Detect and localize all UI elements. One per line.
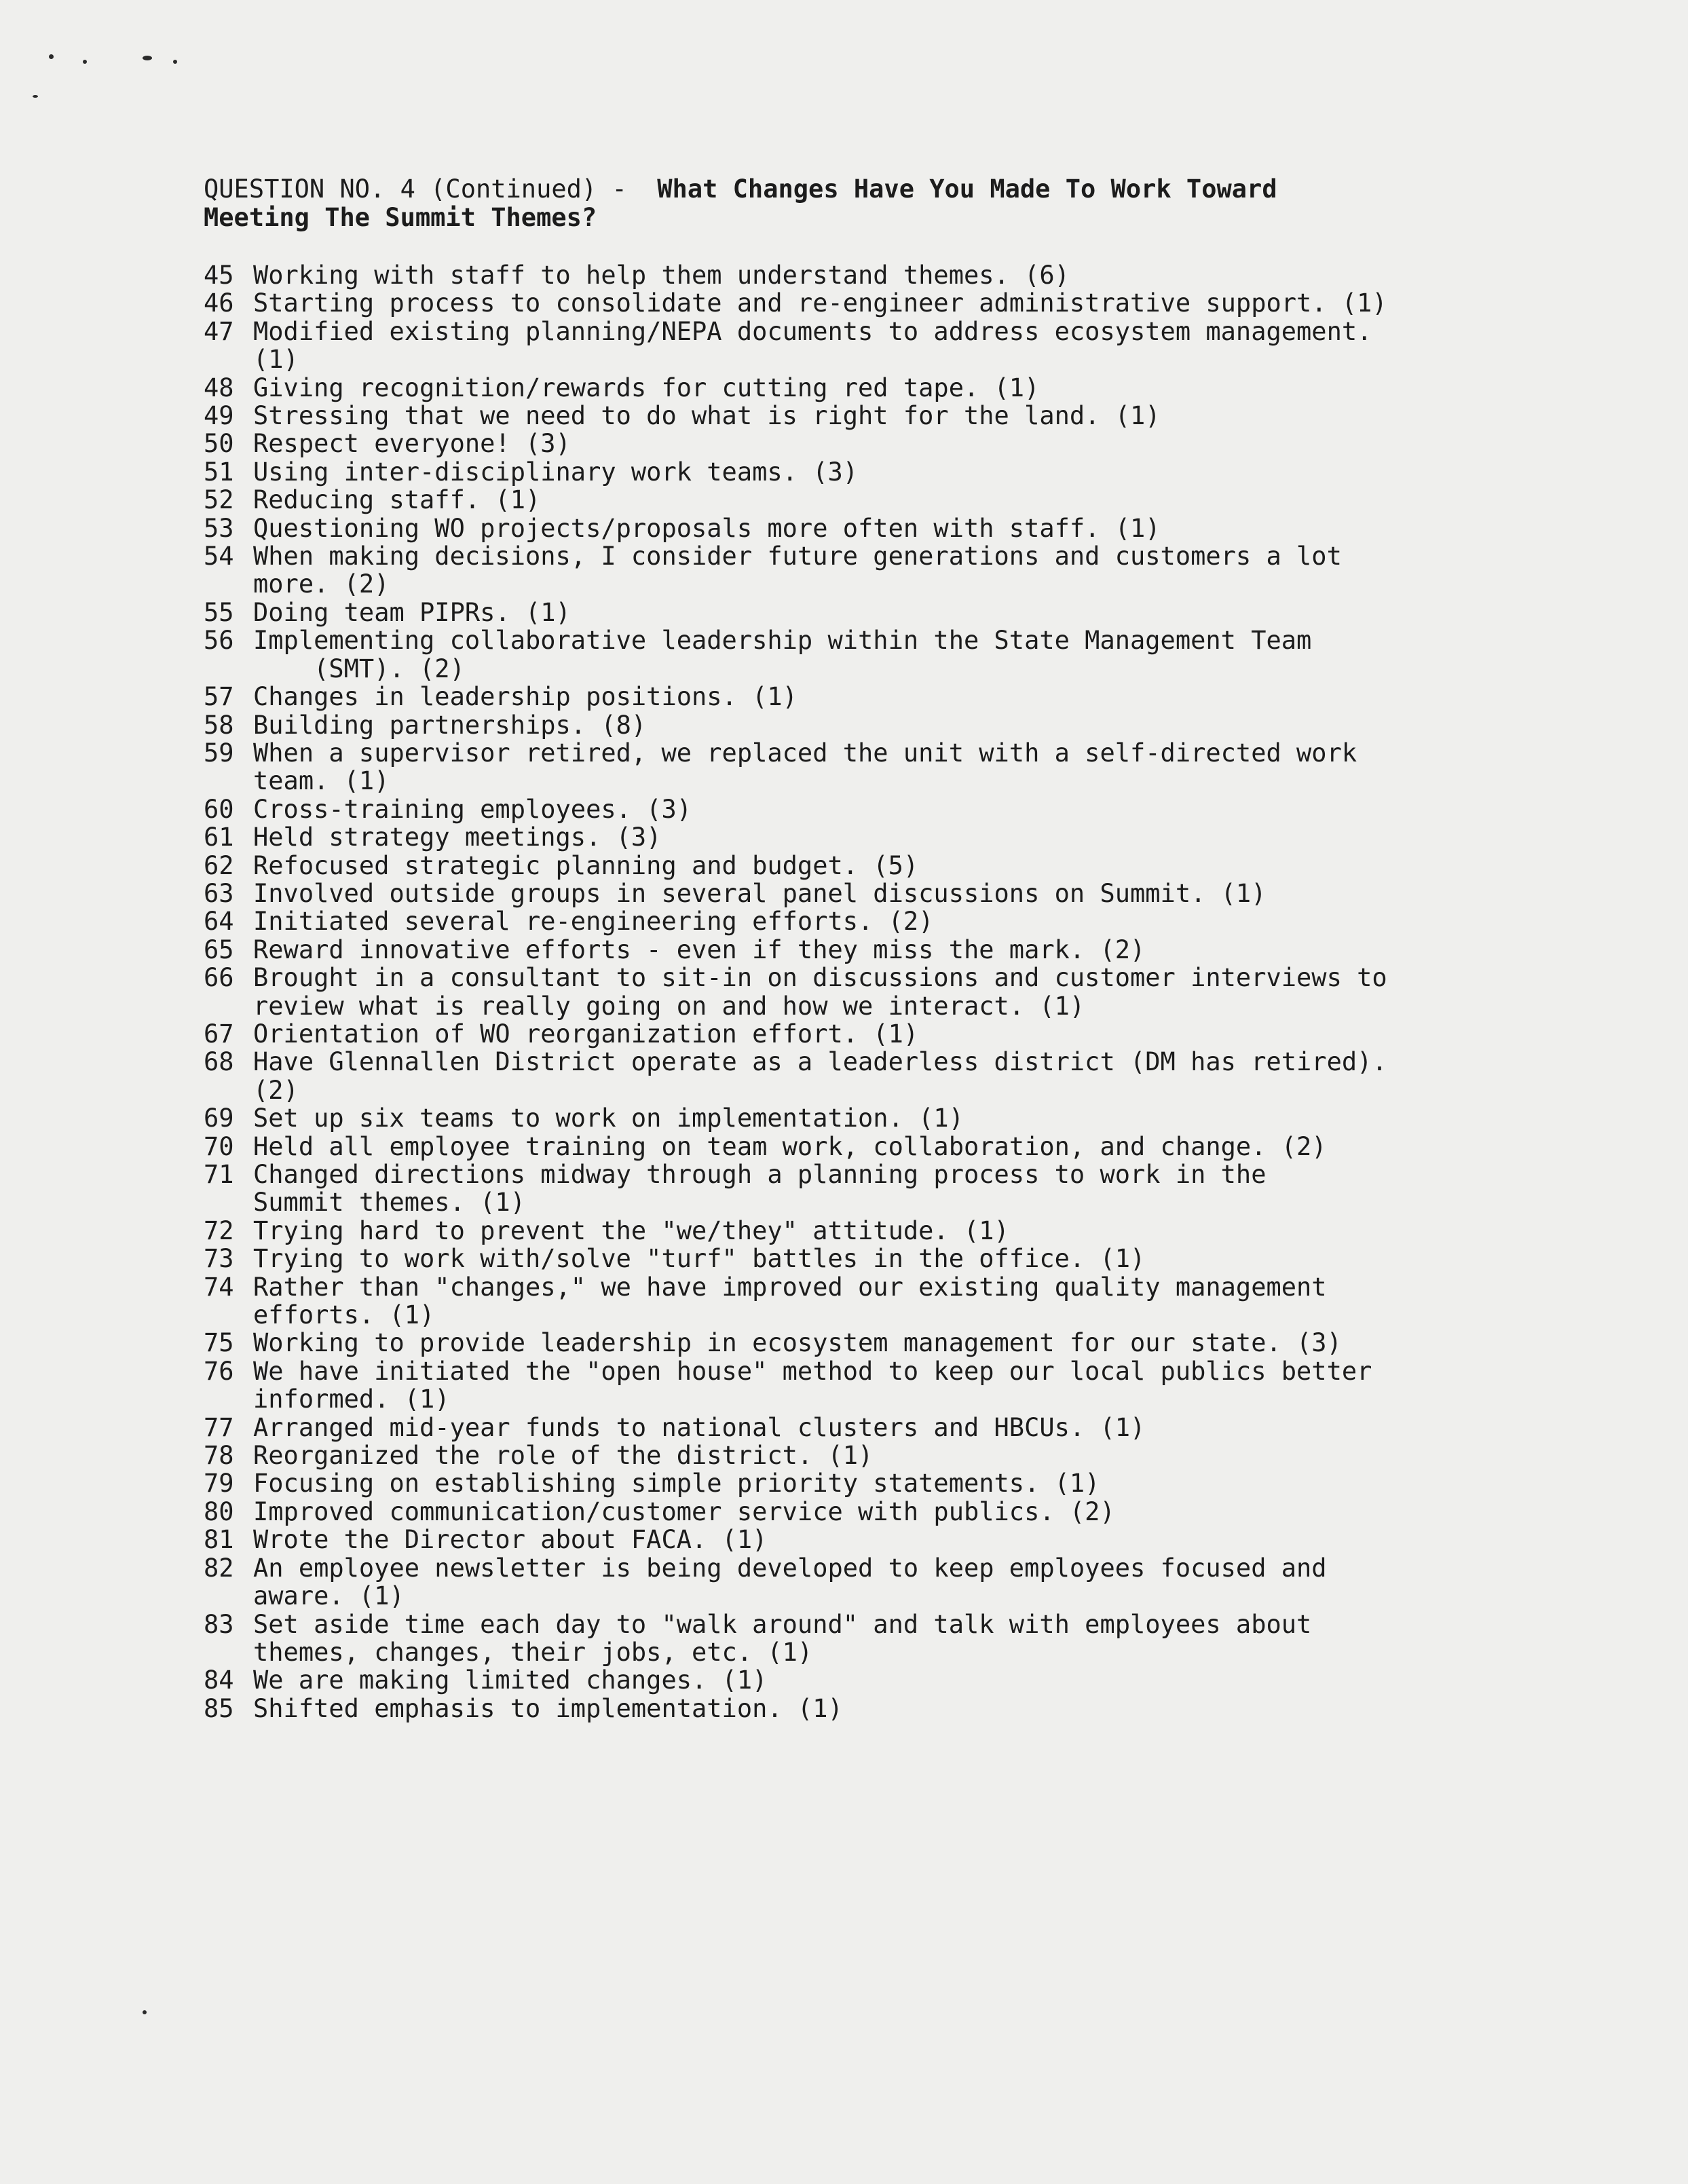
list-item-continuation xyxy=(204,655,1561,683)
list-item xyxy=(204,1104,1561,1132)
item-number xyxy=(204,1582,253,1610)
item-text: Shifted emphasis to implementation. (1) xyxy=(253,1693,843,1723)
page-heading xyxy=(204,175,1561,232)
item-number: 60 xyxy=(204,794,234,824)
item-text: Trying to work with/solve "turf" battles in the office. (1) xyxy=(253,1244,1146,1274)
item-text: Cross-training employees. (3) xyxy=(253,794,692,824)
item-text: Set up six teams to work on implementation. (1) xyxy=(253,1104,964,1133)
list-item xyxy=(204,1245,1561,1273)
item-number: 52 xyxy=(204,485,234,515)
list-item xyxy=(204,1442,1561,1469)
item-number: 58 xyxy=(204,710,234,740)
scan-speck xyxy=(83,60,87,64)
item-text: Initiated several re-engineering efforts. (2) xyxy=(253,907,934,937)
list-item xyxy=(204,1469,1561,1497)
item-number: 45 xyxy=(204,261,234,290)
list-item-continuation xyxy=(204,1582,1561,1610)
item-number: 67 xyxy=(204,1019,234,1049)
item-text: Questioning WO projects/proposals more often with staff. (1) xyxy=(253,513,1161,543)
list-item xyxy=(204,1161,1561,1188)
item-number: 48 xyxy=(204,373,234,402)
list-item xyxy=(204,1414,1561,1442)
item-text: more. (2) xyxy=(253,569,390,599)
list-item xyxy=(204,964,1561,992)
item-number xyxy=(204,1385,253,1413)
list-item-continuation xyxy=(204,992,1561,1020)
item-text: Orientation of WO reorganization effort. (1) xyxy=(253,1019,919,1049)
item-text: Reducing staff. (1) xyxy=(253,485,541,515)
item-text: Wrote the Director about FACA. (1) xyxy=(253,1525,768,1555)
item-text: Held all employee training on team work, collaboration, and change. (2) xyxy=(253,1131,1327,1161)
item-text: Doing team PIPRs. (1) xyxy=(253,597,571,627)
scan-speck xyxy=(173,60,177,64)
list-item xyxy=(204,683,1561,711)
scan-speck xyxy=(49,54,54,59)
item-number: 66 xyxy=(204,963,234,993)
item-text: Rather than "changes," we have improved our existing quality management xyxy=(253,1272,1327,1302)
list-item-continuation xyxy=(204,570,1561,598)
list-item-continuation xyxy=(204,1301,1561,1329)
scan-speck xyxy=(143,56,152,60)
item-text: Involved outside groups in several panel discussions on Summit. (1) xyxy=(253,878,1267,908)
list-item xyxy=(204,739,1561,767)
item-number xyxy=(204,570,253,598)
list-item-continuation xyxy=(204,1188,1561,1216)
item-number xyxy=(204,655,253,683)
item-text: We have initiated the "open house" method to keep our local publics better xyxy=(253,1356,1372,1386)
item-text: Brought in a consultant to sit-in on discussions and customer interviews to xyxy=(253,963,1387,993)
list-item-continuation xyxy=(204,1638,1561,1666)
item-number: 74 xyxy=(204,1272,234,1302)
item-text: Changed directions midway through a planning process to work in the xyxy=(253,1160,1267,1189)
item-text: Starting process to consolidate and re-engineer administrative support. (1) xyxy=(253,288,1387,318)
item-number: 57 xyxy=(204,682,234,712)
list-item xyxy=(204,261,1561,289)
list-item xyxy=(204,1611,1561,1638)
list-item xyxy=(204,711,1561,739)
item-text: Implementing collaborative leadership within the State Management Team xyxy=(253,626,1312,656)
item-text: Giving recognition/rewards for cutting red tape. (1) xyxy=(253,373,1040,402)
list-item xyxy=(204,1273,1561,1301)
item-text: Have Glennallen District operate as a leaderless district (DM has retired). xyxy=(253,1047,1387,1077)
item-number: 64 xyxy=(204,907,234,937)
item-text: When a supervisor retired, we replaced the unit with a self-directed work xyxy=(253,738,1357,768)
item-text: Refocused strategic planning and budget. (5) xyxy=(253,850,919,880)
list-item xyxy=(204,599,1561,626)
item-text: Modified existing planning/NEPA documents to address ecosystem management. xyxy=(253,316,1372,346)
item-text: Working with staff to help them understand themes. (6) xyxy=(253,261,1070,290)
list-item xyxy=(204,626,1561,654)
item-number: 82 xyxy=(204,1553,234,1583)
item-number: 62 xyxy=(204,850,234,880)
list-item xyxy=(204,430,1561,457)
list-item xyxy=(204,1498,1561,1526)
list-item xyxy=(204,1217,1561,1245)
item-number xyxy=(204,1638,253,1666)
item-number: 73 xyxy=(204,1244,234,1274)
item-text: Reorganized the role of the district. (1) xyxy=(253,1441,874,1471)
item-number: 53 xyxy=(204,513,234,543)
list-item xyxy=(204,907,1561,935)
list-item xyxy=(204,1666,1561,1694)
item-text: Stressing that we need to do what is right for the land. (1) xyxy=(253,401,1161,431)
item-text: An employee newsletter is being developed to keep employees focused and xyxy=(253,1553,1327,1583)
item-text: Changes in leadership positions. (1) xyxy=(253,682,798,712)
item-number: 69 xyxy=(204,1104,234,1133)
item-text: Reward innovative efforts - even if they miss the mark. (2) xyxy=(253,935,1146,964)
list-item xyxy=(204,1554,1561,1582)
list-item xyxy=(204,374,1561,402)
item-number: 70 xyxy=(204,1131,234,1161)
item-number: 50 xyxy=(204,429,234,459)
list-item-continuation xyxy=(204,345,1561,373)
item-text: Respect everyone! (3) xyxy=(253,429,571,459)
item-text: (2) xyxy=(253,1075,299,1105)
heading-question-title: What Changes Have You Made To Work Toward xyxy=(657,174,1277,204)
item-number: 75 xyxy=(204,1328,234,1358)
item-text: (SMT). (2) xyxy=(253,654,465,683)
heading-line-1 xyxy=(204,175,1561,204)
list-item xyxy=(204,318,1561,345)
list-item xyxy=(204,936,1561,964)
item-text: Building partnerships. (8) xyxy=(253,710,647,740)
item-number: 76 xyxy=(204,1356,234,1386)
item-number: 84 xyxy=(204,1665,234,1695)
item-text: Summit themes. (1) xyxy=(253,1188,525,1218)
item-text: Set aside time each day to "walk around" and talk with employees about xyxy=(253,1609,1312,1639)
item-text: Focusing on establishing simple priority statements. (1) xyxy=(253,1469,1100,1499)
item-number: 83 xyxy=(204,1609,234,1639)
item-number: 78 xyxy=(204,1441,234,1471)
item-text: Trying hard to prevent the "we/they" attitude. (1) xyxy=(253,1216,1009,1245)
heading-line-2: Meeting The Summit Themes? xyxy=(204,203,597,232)
list-item xyxy=(204,1020,1561,1048)
item-text: team. (1) xyxy=(253,766,390,796)
list-item xyxy=(204,852,1561,880)
item-number: 56 xyxy=(204,626,234,656)
item-text: When making decisions, I consider future generations and customers a lot xyxy=(253,542,1342,571)
item-number: 68 xyxy=(204,1047,234,1077)
item-number: 61 xyxy=(204,823,234,852)
list-item-continuation xyxy=(204,1385,1561,1413)
list-item xyxy=(204,823,1561,851)
item-number: 72 xyxy=(204,1216,234,1245)
list-item xyxy=(204,486,1561,514)
item-text: review what is really going on and how we interact. (1) xyxy=(253,991,1085,1021)
item-text: themes, changes, their jobs, etc. (1) xyxy=(253,1637,813,1667)
item-number xyxy=(204,1188,253,1216)
item-number xyxy=(204,345,253,373)
list-item xyxy=(204,458,1561,486)
list-item xyxy=(204,289,1561,317)
item-text: (1) xyxy=(253,345,299,375)
list-item xyxy=(204,795,1561,823)
item-number xyxy=(204,1076,253,1104)
list-item xyxy=(204,402,1561,430)
item-text: efforts. (1) xyxy=(253,1300,435,1330)
item-number: 79 xyxy=(204,1469,234,1499)
item-number: 59 xyxy=(204,738,234,768)
list-item-continuation xyxy=(204,767,1561,795)
heading-question-label: QUESTION NO. 4 (Continued) - xyxy=(204,174,658,204)
scan-speck xyxy=(33,95,38,98)
item-number: 54 xyxy=(204,542,234,571)
list-item xyxy=(204,1695,1561,1722)
item-number: 55 xyxy=(204,597,234,627)
response-list xyxy=(204,261,1561,1722)
list-item-continuation xyxy=(204,1076,1561,1104)
list-item xyxy=(204,1133,1561,1161)
list-item xyxy=(204,1526,1561,1554)
item-number: 49 xyxy=(204,401,234,431)
item-text: We are making limited changes. (1) xyxy=(253,1665,768,1695)
item-number: 80 xyxy=(204,1496,234,1526)
item-number: 46 xyxy=(204,288,234,318)
list-item xyxy=(204,1329,1561,1357)
item-number: 51 xyxy=(204,457,234,487)
list-item xyxy=(204,542,1561,570)
item-number: 47 xyxy=(204,316,234,346)
item-text: Improved communication/customer service with publics. (2) xyxy=(253,1496,1115,1526)
item-text: aware. (1) xyxy=(253,1581,405,1611)
list-item xyxy=(204,1357,1561,1385)
item-number: 65 xyxy=(204,935,234,964)
item-text: Held strategy meetings. (3) xyxy=(253,823,662,852)
list-item xyxy=(204,514,1561,542)
list-item xyxy=(204,1048,1561,1076)
item-number: 71 xyxy=(204,1160,234,1189)
item-text: Working to provide leadership in ecosystem management for our state. (3) xyxy=(253,1328,1342,1358)
item-number: 63 xyxy=(204,878,234,908)
item-text: Arranged mid-year funds to national clusters and HBCUs. (1) xyxy=(253,1412,1146,1442)
scan-speck xyxy=(143,2010,147,2014)
item-number: 81 xyxy=(204,1525,234,1555)
item-number: 77 xyxy=(204,1412,234,1442)
item-number: 85 xyxy=(204,1693,234,1723)
item-text: Using inter-disciplinary work teams. (3) xyxy=(253,457,859,487)
list-item xyxy=(204,880,1561,907)
item-number xyxy=(204,1301,253,1329)
item-text: informed. (1) xyxy=(253,1385,450,1414)
item-number xyxy=(204,767,253,795)
item-number xyxy=(204,992,253,1020)
